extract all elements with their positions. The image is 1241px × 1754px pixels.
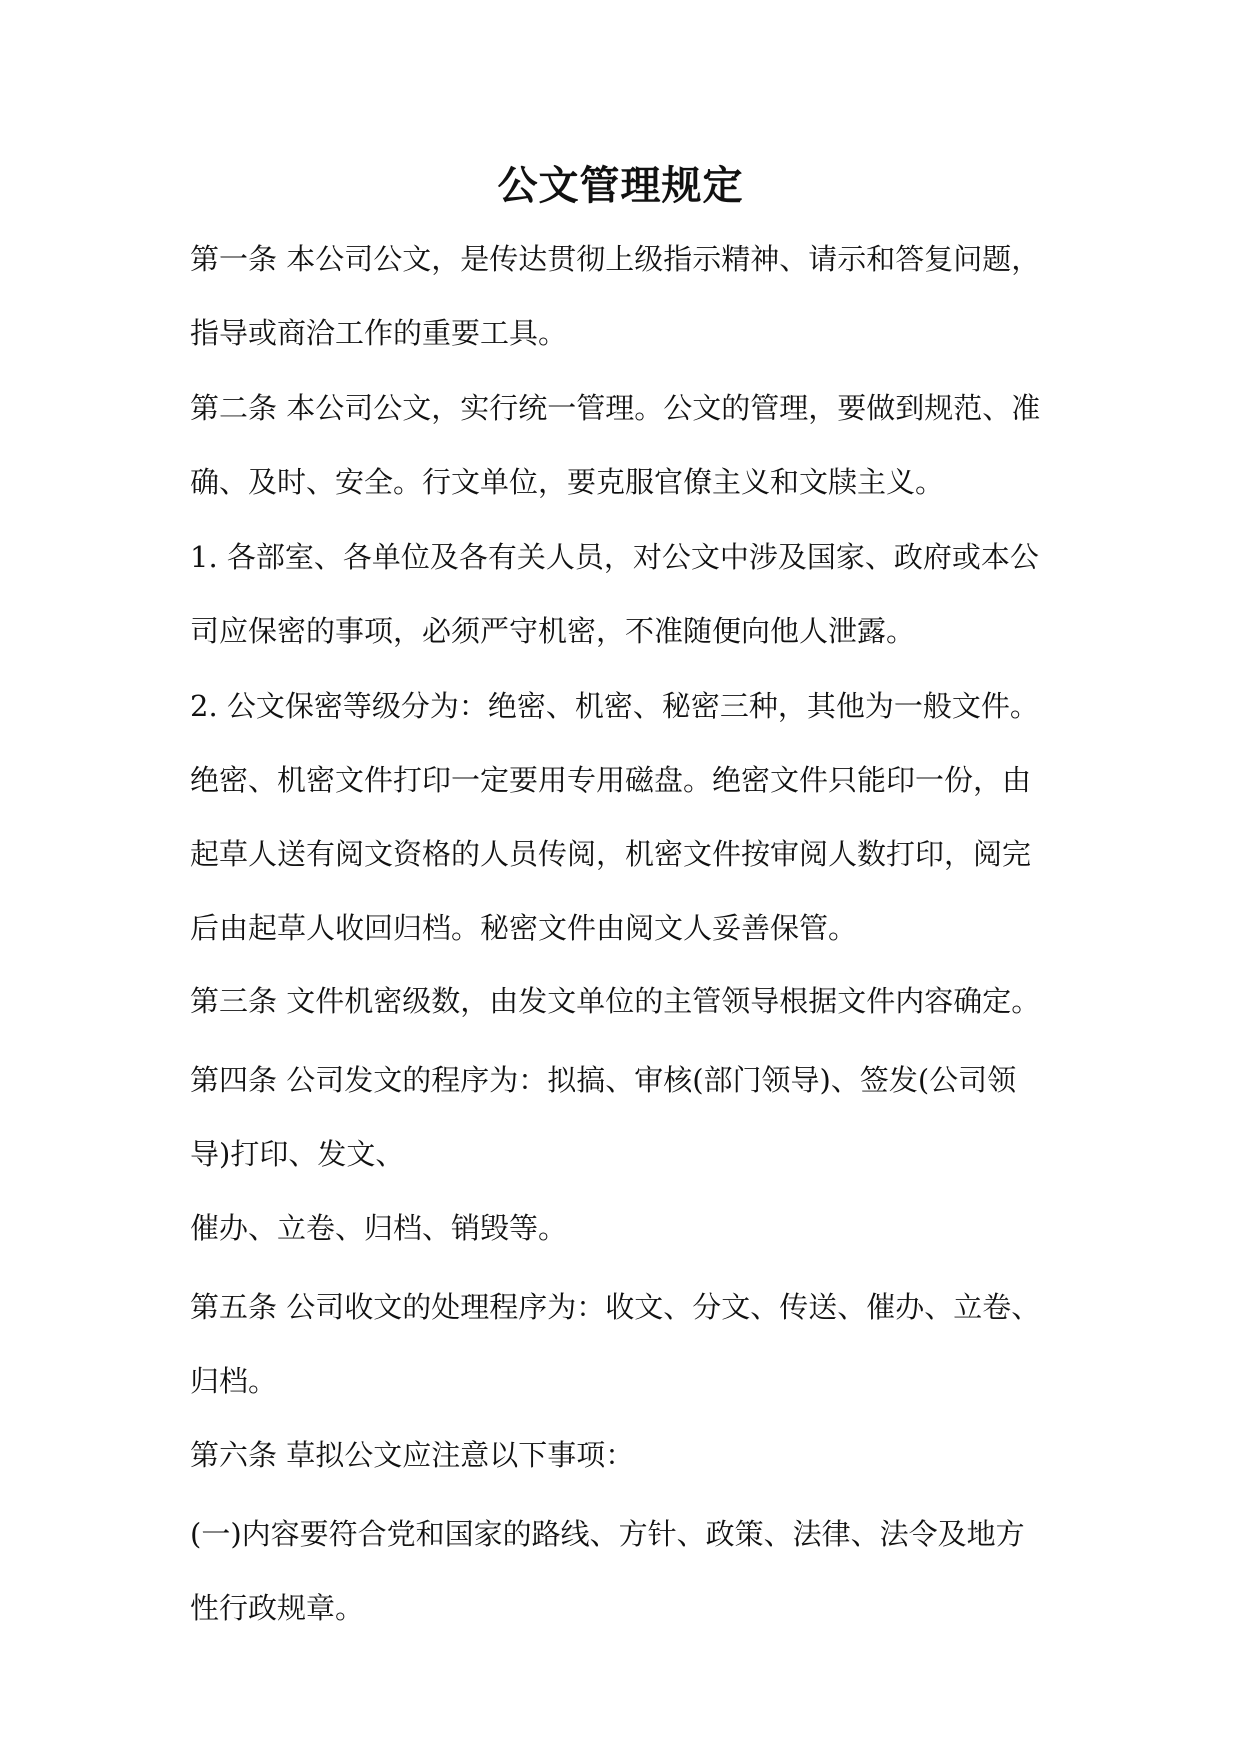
paragraph-line: (一)内容要符合党和国家的路线、方针、政策、法律、法令及地方: [190, 1517, 1025, 1551]
paragraph-line: 绝密、机密文件打印一定要用专用磁盘。绝密文件只能印一份，由: [190, 763, 1032, 797]
article-6-paragraph: [190, 1418, 1070, 1492]
article-5-paragraph: [190, 1270, 1070, 1418]
paragraph-line: 2. 公文保密等级分为：绝密、机密、秘密三种，其他为一般文件。: [190, 689, 1039, 723]
paragraph-line: 第三条 文件机密级数，由发文单位的主管领导根据文件内容确定。: [190, 984, 1041, 1018]
item-1-paragraph: [190, 520, 1070, 668]
paragraph-line: 指导或商洽工作的重要工具。: [190, 316, 568, 350]
paragraph-line: 后由起草人收回归档。秘密文件由阅文人妥善保管。: [190, 911, 858, 945]
item-2-paragraph: [190, 669, 1070, 965]
article-3-paragraph: [190, 964, 1070, 1038]
paragraph-line: 导)打印、发文、: [190, 1137, 405, 1171]
sub-item-1-paragraph: [190, 1497, 1070, 1645]
paragraph-line: 司应保密的事项，必须严守机密，不准随便向他人泄露。: [190, 614, 916, 648]
paragraph-line: 第五条 公司收文的处理程序为：收文、分文、传送、催办、立卷、: [190, 1290, 1041, 1324]
paragraph-line: 第一条 本公司公文，是传达贯彻上级指示精神、请示和答复问题，: [190, 242, 1041, 276]
paragraph-line: 归档。: [190, 1364, 278, 1398]
paragraph-line: 确、及时、安全。行文单位，要克服官僚主义和文牍主义。: [190, 465, 945, 499]
article-2-paragraph: [190, 371, 1070, 519]
article-4-paragraph: [190, 1043, 1070, 1191]
paragraph-line: 第六条 草拟公文应注意以下事项：: [190, 1438, 635, 1472]
document-title: 公文管理规定: [497, 163, 744, 209]
paragraph-line: 第四条 公司发文的程序为：拟搞、审核(部门领导)、签发(公司领: [190, 1063, 1017, 1097]
paragraph-line: 性行政规章。: [190, 1591, 365, 1625]
article-1-paragraph: [190, 222, 1070, 370]
article-4-continuation: [190, 1191, 1070, 1265]
paragraph-line: 催办、立卷、归档、销毁等。: [190, 1211, 568, 1245]
paragraph-line: 起草人送有阅文资格的人员传阅，机密文件按审阅人数打印，阅完: [190, 837, 1032, 871]
paragraph-line: 1. 各部室、各单位及各有关人员，对公文中涉及国家、政府或本公: [190, 540, 1039, 574]
paragraph-line: 第二条 本公司公文，实行统一管理。公文的管理，要做到规范、准: [190, 391, 1041, 425]
